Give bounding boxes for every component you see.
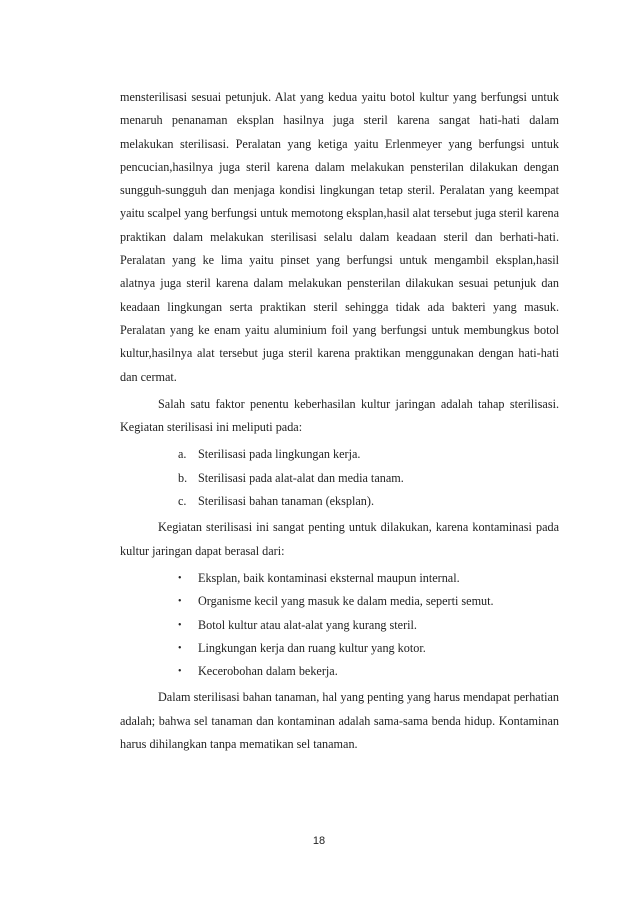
list-marker: c. <box>178 494 187 509</box>
paragraph-contamination-sources: Kegiatan sterilisasi ini sangat penting untuk dilakukan, karena kontaminasi pada kultur jaringan dapat berasal dari: <box>120 520 559 558</box>
list-marker: b. <box>178 470 188 485</box>
bullet-icon: • <box>178 596 182 608</box>
page-content <box>120 86 559 756</box>
bullet-icon: • <box>178 666 182 678</box>
page-number: 18 <box>312 835 326 847</box>
list-item-text: Sterilisasi pada alat-alat dan media tanam. <box>198 470 404 485</box>
sterilization-list <box>120 443 559 513</box>
list-item <box>178 614 559 637</box>
list-item <box>178 443 559 466</box>
list-item <box>178 490 559 513</box>
paragraph-plant-material-sterilization: Dalam sterilisasi bahan tanaman, hal yang penting yang harus mendapat perhatian adalah; bahwa sel tanaman dan kontaminan adalah sama-sama benda hidup. Kontaminan harus dihilangkan tanpa mematikan sel tanaman. <box>120 690 559 752</box>
paragraph-sterilization-factor: Salah satu faktor penentu keberhasilan kultur jaringan adalah tahap sterilisasi. Kegiatan sterilisasi ini meliputi pada: <box>120 396 559 435</box>
bullet-icon: • <box>178 619 182 631</box>
list-item-text: Lingkungan kerja dan ruang kultur yang kotor. <box>198 640 426 655</box>
paragraph-equipment-sterility: mensterilisasi sesuai petunjuk. Alat yang kedua yaitu botol kultur yang berfungsi untuk menaruh penanaman eksplan hasilnya juga steril karena sangat hati-hati dalam melakukan sterilisasi. Peralatan yang ketiga yaitu Erlenmeyer yang berfungsi untuk pencucian,hasilnya juga steril karena dalam melakukan pensterilan dilakukan dengan sungguh-sungguh dan menjaga kondisi lingkungan tetap steril. Peralatan yang keempat yaitu scalpel yang berfungsi untuk memotong eksplan,hasil alat tersebut juga steril karena praktikan dalam melakukan sterilisasi selalu dalam keadaan steril dan berhati-hati. Peralatan yang ke lima yaitu pinset yang berfungsi untuk mengambil eksplan,hasil alatnya juga steril karena dalam melakukan pensterilan dilakukan sesuai petunjuk dan keadaan lingkungan serta praktikan steril sehingga tidak ada bakteri yang masuk. Peralatan yang ke enam yaitu aluminium foil yang berfungsi untuk membungkus botol kultur,hasilnya alat tersebut juga steril karena praktikan menggunakan dengan hati-hati dan cermat. <box>120 90 559 384</box>
list-item-text: Sterilisasi pada lingkungan kerja. <box>198 447 361 462</box>
list-marker: a. <box>178 447 187 462</box>
list-item <box>178 467 559 490</box>
bullet-icon: • <box>178 572 182 584</box>
list-item-text: Kecerobohan dalam bekerja. <box>198 664 338 679</box>
list-item-text: Eksplan, baik kontaminasi eksternal maupun internal. <box>198 570 460 585</box>
list-item-text: Botol kultur atau alat-alat yang kurang steril. <box>198 617 417 632</box>
list-item-text: Sterilisasi bahan tanaman (eksplan). <box>198 494 374 509</box>
list-item <box>178 567 559 590</box>
list-item <box>178 637 559 660</box>
list-item <box>178 590 559 613</box>
bullet-icon: • <box>178 642 182 654</box>
contamination-list <box>120 567 559 683</box>
list-item <box>178 660 559 683</box>
list-item-text: Organisme kecil yang masuk ke dalam media, seperti semut. <box>198 594 494 609</box>
